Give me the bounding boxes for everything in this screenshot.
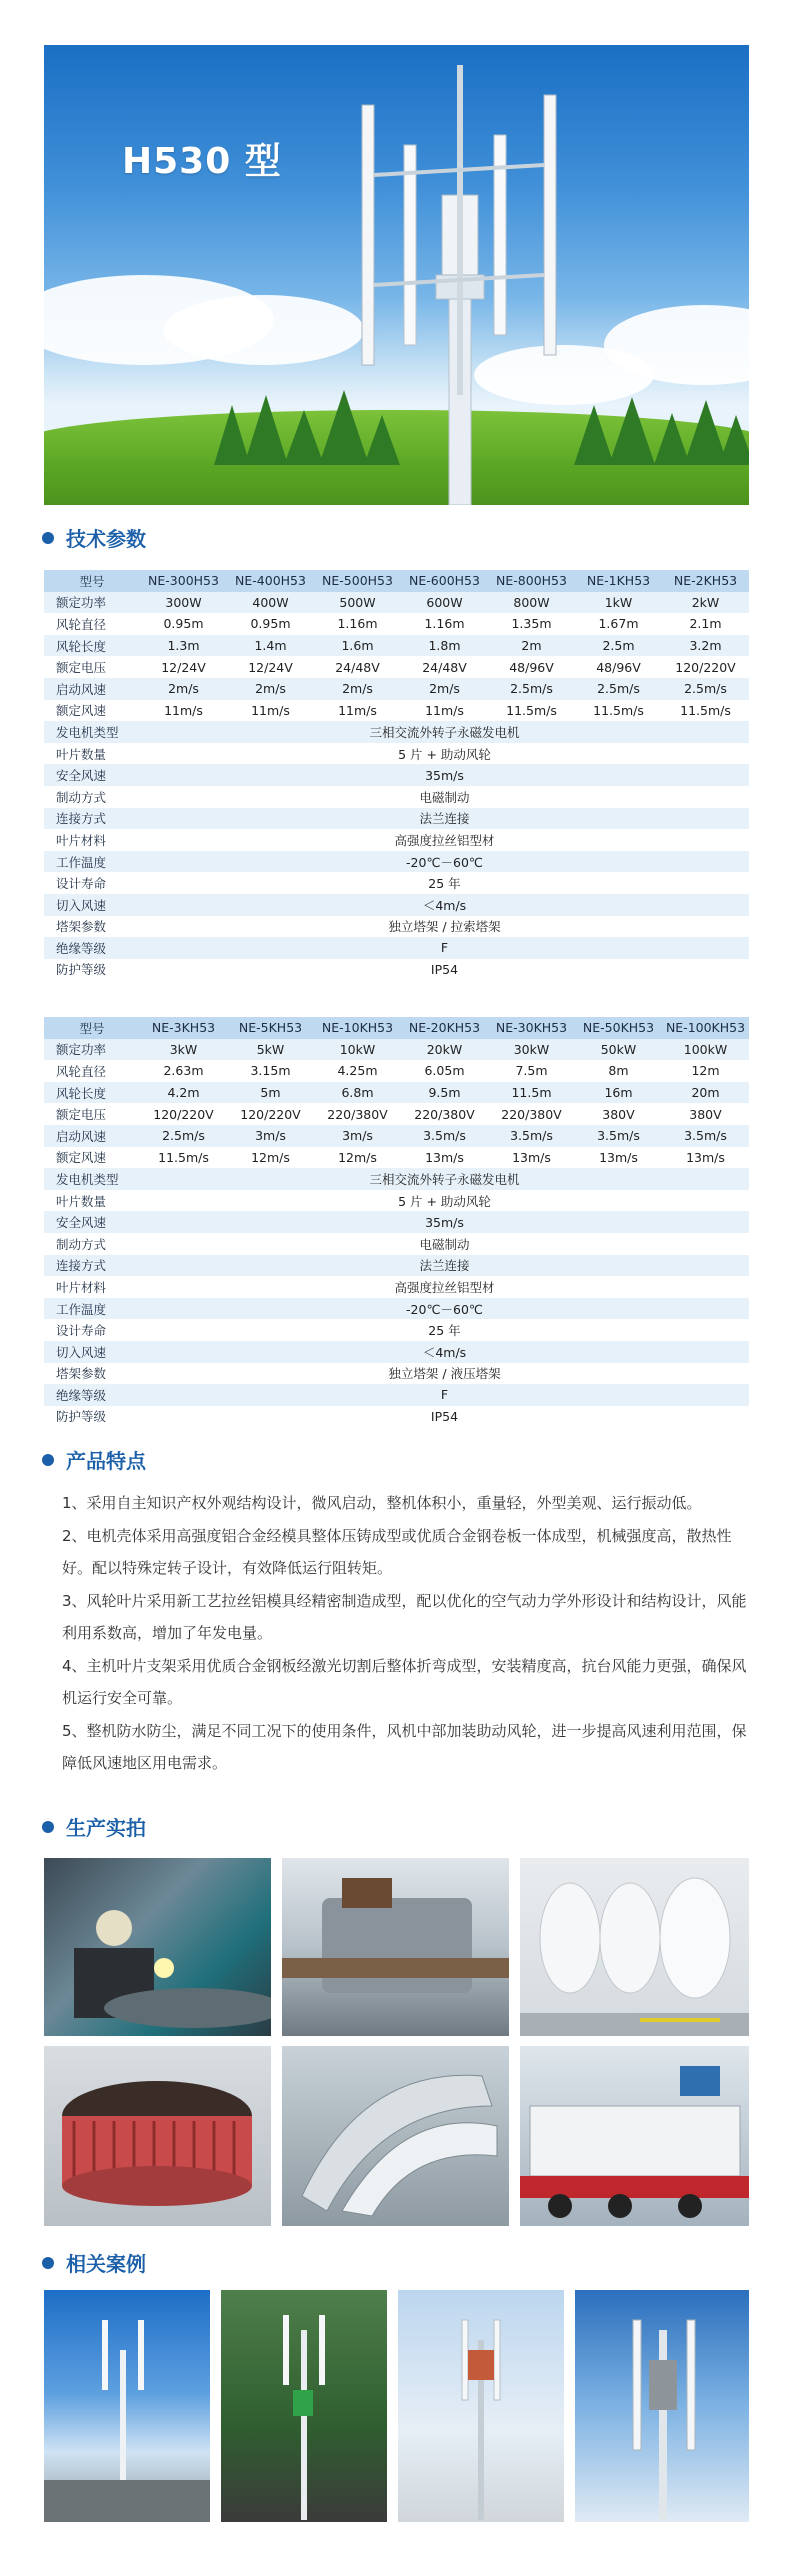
spec-label: 发电机类型 xyxy=(44,721,140,743)
spec-value: 12m/s xyxy=(227,1147,314,1169)
spec-label: 绝缘等级 xyxy=(44,937,140,959)
spec-label: 防护等级 xyxy=(44,1406,140,1428)
spec-value: 2.5m/s xyxy=(488,678,575,700)
spec-row xyxy=(44,721,749,743)
spec-value: 1.8m xyxy=(401,635,488,657)
spec-label: 风轮直径 xyxy=(44,1060,140,1082)
model-name: NE-10KH53 xyxy=(314,1017,401,1039)
spec-row xyxy=(44,1298,749,1320)
bullet-dot-icon xyxy=(42,532,54,544)
wind-turbine-illustration xyxy=(344,65,584,505)
spec-row xyxy=(44,894,749,916)
spec-value: 220/380V xyxy=(314,1103,401,1125)
spec-value: 120/220V xyxy=(662,656,749,678)
spec-value: 2kW xyxy=(662,592,749,614)
spec-shared-value: 独立塔架 / 拉索塔架 xyxy=(140,916,749,938)
spec-value: 380V xyxy=(662,1103,749,1125)
spec-shared-value: 三相交流外转子永磁发电机 xyxy=(140,721,749,743)
spec-value: 11.5m/s xyxy=(140,1147,227,1169)
spec-row xyxy=(44,1211,749,1233)
section-title-features xyxy=(42,1445,146,1474)
model-name: NE-50KH53 xyxy=(575,1017,662,1039)
feature-item: 5、整机防水防尘，满足不同工况下的使用条件，风机中部加装助动风轮，进一步提高风速利用范围，保障低风速地区用电需求。 xyxy=(62,1722,747,1772)
spec-value: 120/220V xyxy=(227,1103,314,1125)
model-name: NE-5KH53 xyxy=(227,1017,314,1039)
section-title-production xyxy=(42,1812,146,1841)
spec-row xyxy=(44,1190,749,1212)
spec-value: 11m/s xyxy=(227,700,314,722)
spec-row xyxy=(44,829,749,851)
feature-list xyxy=(62,1487,750,1780)
spec-shared-value: IP54 xyxy=(140,959,749,981)
spec-value: 16m xyxy=(575,1082,662,1104)
spec-label: 防护等级 xyxy=(44,959,140,981)
spec-value: 1.16m xyxy=(314,613,401,635)
spec-shared-value: 35m/s xyxy=(140,764,749,786)
spec-value: 24/48V xyxy=(314,656,401,678)
spec-shared-value: 法兰连接 xyxy=(140,1255,749,1277)
spec-value: 13m/s xyxy=(575,1147,662,1169)
spec-value: 0.95m xyxy=(227,613,314,635)
production-photo-packaged-blades xyxy=(520,1858,749,2036)
model-name: NE-600H53 xyxy=(401,570,488,592)
spec-label: 额定电压 xyxy=(44,656,140,678)
section-title-specs xyxy=(42,523,146,552)
feature-item: 2、电机壳体采用高强度铝合金经模具整体压铸成型或优质合金钢卷板一体成型，机械强度高，散热性好。配以特殊定转子设计，有效降低运行阻转矩。 xyxy=(62,1527,732,1577)
spec-label: 连接方式 xyxy=(44,808,140,830)
spec-value: 4.25m xyxy=(314,1060,401,1082)
spec-value: 1.67m xyxy=(575,613,662,635)
spec-value: 13m/s xyxy=(662,1147,749,1169)
spec-label: 制动方式 xyxy=(44,786,140,808)
spec-value: 1.6m xyxy=(314,635,401,657)
spec-value: 24/48V xyxy=(401,656,488,678)
spec-value: 48/96V xyxy=(488,656,575,678)
spec-label: 发电机类型 xyxy=(44,1168,140,1190)
spec-shared-value: -20℃－60℃ xyxy=(140,851,749,873)
spec-value: 12/24V xyxy=(140,656,227,678)
spec-shared-value: F xyxy=(140,937,749,959)
section-label: 相关案例 xyxy=(66,2252,146,2276)
spec-value: 50kW xyxy=(575,1039,662,1061)
spec-value: 3m/s xyxy=(227,1125,314,1147)
spec-value: 11.5m/s xyxy=(662,700,749,722)
spec-row xyxy=(44,937,749,959)
spec-value: 8m xyxy=(575,1060,662,1082)
spec-value: 220/380V xyxy=(401,1103,488,1125)
spec-value: 380V xyxy=(575,1103,662,1125)
spec-value: 13m/s xyxy=(401,1147,488,1169)
spec-label: 塔架参数 xyxy=(44,916,140,938)
production-photo-rotor xyxy=(282,1858,509,2036)
spec-value: 3kW xyxy=(140,1039,227,1061)
spec-shared-value: -20℃－60℃ xyxy=(140,1298,749,1320)
spec-value: 2.5m/s xyxy=(662,678,749,700)
model-name: NE-20KH53 xyxy=(401,1017,488,1039)
spec-label: 额定功率 xyxy=(44,592,140,614)
spec-label: 风轮长度 xyxy=(44,1082,140,1104)
spec-label: 额定风速 xyxy=(44,1147,140,1169)
spec-label: 叶片材料 xyxy=(44,1276,140,1298)
spec-label: 设计寿命 xyxy=(44,1319,140,1341)
spec-row xyxy=(44,1255,749,1277)
spec-row xyxy=(44,786,749,808)
model-name: NE-3KH53 xyxy=(140,1017,227,1039)
spec-value: 13m/s xyxy=(488,1147,575,1169)
spec-label: 绝缘等级 xyxy=(44,1384,140,1406)
spec-label: 安全风速 xyxy=(44,764,140,786)
section-label: 生产实拍 xyxy=(66,1816,146,1840)
spec-value: 5m xyxy=(227,1082,314,1104)
spec-value: 3.5m/s xyxy=(662,1125,749,1147)
spec-shared-value: 独立塔架 / 液压塔架 xyxy=(140,1363,749,1385)
spec-label: 连接方式 xyxy=(44,1255,140,1277)
spec-value: 11m/s xyxy=(140,700,227,722)
spec-row xyxy=(44,1103,749,1125)
model-name: NE-400H53 xyxy=(227,570,314,592)
spec-value: 2.5m xyxy=(575,635,662,657)
bullet-dot-icon xyxy=(42,2257,54,2269)
spec-label: 风轮长度 xyxy=(44,635,140,657)
production-photo-welding xyxy=(44,1858,271,2036)
spec-row xyxy=(44,656,749,678)
spec-value: 100kW xyxy=(662,1039,749,1061)
spec-row xyxy=(44,959,749,981)
spec-shared-value: 法兰连接 xyxy=(140,808,749,830)
feature-item: 3、风轮叶片采用新工艺拉丝铝模具经精密制造成型，配以优化的空气动力学外形设计和结构设计，风能利用系数高，增加了年发电量。 xyxy=(62,1592,747,1642)
spec-value: 20kW xyxy=(401,1039,488,1061)
spec-label: 切入风速 xyxy=(44,894,140,916)
spec-value: 4.2m xyxy=(140,1082,227,1104)
spec-value: 11m/s xyxy=(401,700,488,722)
spec-label: 切入风速 xyxy=(44,1341,140,1363)
model-column-header: 型号 xyxy=(44,1017,140,1039)
spec-value: 3.5m/s xyxy=(401,1125,488,1147)
spec-shared-value: 电磁制动 xyxy=(140,786,749,808)
spec-value: 20m xyxy=(662,1082,749,1104)
spec-shared-value: F xyxy=(140,1384,749,1406)
spec-row xyxy=(44,1168,749,1190)
spec-label: 启动风速 xyxy=(44,1125,140,1147)
spec-value: 9.5m xyxy=(401,1082,488,1104)
model-name: NE-2KH53 xyxy=(662,570,749,592)
spec-value: 12/24V xyxy=(227,656,314,678)
spec-label: 工作温度 xyxy=(44,851,140,873)
spec-value: 0.95m xyxy=(140,613,227,635)
spec-row xyxy=(44,851,749,873)
spec-row xyxy=(44,743,749,765)
spec-label: 工作温度 xyxy=(44,1298,140,1320)
spec-row xyxy=(44,1341,749,1363)
case-photo-forest xyxy=(221,2290,387,2522)
spec-label: 制动方式 xyxy=(44,1233,140,1255)
spec-label: 额定功率 xyxy=(44,1039,140,1061)
model-name: NE-100KH53 xyxy=(662,1017,749,1039)
spec-row xyxy=(44,1125,749,1147)
spec-label: 额定风速 xyxy=(44,700,140,722)
spec-value: 2m/s xyxy=(314,678,401,700)
section-title-cases xyxy=(42,2248,146,2277)
model-column-header: 型号 xyxy=(44,570,140,592)
spec-row xyxy=(44,808,749,830)
spec-label: 叶片材料 xyxy=(44,829,140,851)
spec-label: 塔架参数 xyxy=(44,1363,140,1385)
spec-row xyxy=(44,1060,749,1082)
spec-value: 800W xyxy=(488,592,575,614)
spec-shared-value: 25 年 xyxy=(140,1319,749,1341)
production-photo-stator xyxy=(44,2046,271,2226)
spec-value: 300W xyxy=(140,592,227,614)
spec-row xyxy=(44,592,749,614)
spec-label: 叶片数量 xyxy=(44,743,140,765)
spec-value: 2m/s xyxy=(401,678,488,700)
spec-value: 2.63m xyxy=(140,1060,227,1082)
product-model-title: H530 型 xyxy=(122,141,282,182)
spec-value: 11.5m xyxy=(488,1082,575,1104)
spec-row xyxy=(44,1384,749,1406)
spec-value: 30kW xyxy=(488,1039,575,1061)
spec-value: 600W xyxy=(401,592,488,614)
model-name: NE-300H53 xyxy=(140,570,227,592)
spec-shared-value: 35m/s xyxy=(140,1211,749,1233)
spec-value: 12m xyxy=(662,1060,749,1082)
spec-value: 11m/s xyxy=(314,700,401,722)
case-photo-field xyxy=(398,2290,564,2522)
spec-value: 3.2m xyxy=(662,635,749,657)
spec-value: 2.5m/s xyxy=(575,678,662,700)
spec-shared-value: 高强度拉丝铝型材 xyxy=(140,1276,749,1298)
hero-banner xyxy=(44,45,749,505)
spec-value: 1.16m xyxy=(401,613,488,635)
spec-value: 500W xyxy=(314,592,401,614)
spec-header-row xyxy=(44,1017,749,1039)
spec-value: 2m/s xyxy=(140,678,227,700)
spec-shared-value: 三相交流外转子永磁发电机 xyxy=(140,1168,749,1190)
model-name: NE-800H53 xyxy=(488,570,575,592)
spec-label: 额定电压 xyxy=(44,1103,140,1125)
spec-row xyxy=(44,916,749,938)
spec-row xyxy=(44,700,749,722)
spec-value: 220/380V xyxy=(488,1103,575,1125)
section-label: 产品特点 xyxy=(66,1449,146,1473)
spec-row xyxy=(44,764,749,786)
spec-row xyxy=(44,1039,749,1061)
bullet-dot-icon xyxy=(42,1821,54,1833)
section-label: 技术参数 xyxy=(66,527,146,551)
model-name: NE-500H53 xyxy=(314,570,401,592)
spec-value: 3m/s xyxy=(314,1125,401,1147)
spec-label: 叶片数量 xyxy=(44,1190,140,1212)
production-photo-blade-assembly xyxy=(282,2046,509,2226)
model-name: NE-30KH53 xyxy=(488,1017,575,1039)
spec-value: 12m/s xyxy=(314,1147,401,1169)
spec-label: 启动风速 xyxy=(44,678,140,700)
spec-value: 5kW xyxy=(227,1039,314,1061)
case-photo-pier xyxy=(44,2290,210,2522)
spec-value: 3.5m/s xyxy=(575,1125,662,1147)
spec-value: 2m/s xyxy=(227,678,314,700)
spec-value: 6.8m xyxy=(314,1082,401,1104)
spec-row xyxy=(44,1276,749,1298)
spec-value: 7.5m xyxy=(488,1060,575,1082)
spec-value: 1kW xyxy=(575,592,662,614)
spec-table-1 xyxy=(44,570,749,980)
feature-item: 1、采用自主知识产权外观结构设计，微风启动，整机体积小，重量轻，外型美观、运行振动低。 xyxy=(62,1494,702,1512)
spec-value: 400W xyxy=(227,592,314,614)
spec-header-row xyxy=(44,570,749,592)
spec-value: 2m xyxy=(488,635,575,657)
spec-value: 3.5m/s xyxy=(488,1125,575,1147)
spec-value: 11.5m/s xyxy=(575,700,662,722)
spec-value: 1.4m xyxy=(227,635,314,657)
feature-item: 4、主机叶片支架采用优质合金钢板经激光切割后整体折弯成型，安装精度高，抗台风能力更强，确保风机运行安全可靠。 xyxy=(62,1657,747,1707)
spec-value: 10kW xyxy=(314,1039,401,1061)
spec-label: 安全风速 xyxy=(44,1211,140,1233)
spec-value: 11.5m/s xyxy=(488,700,575,722)
spec-value: 1.35m xyxy=(488,613,575,635)
spec-row xyxy=(44,1363,749,1385)
model-name: NE-1KH53 xyxy=(575,570,662,592)
spec-value: 2.1m xyxy=(662,613,749,635)
spec-table-2 xyxy=(44,1017,749,1427)
spec-shared-value: ＜4m/s xyxy=(140,894,749,916)
spec-row xyxy=(44,1147,749,1169)
spec-shared-value: 电磁制动 xyxy=(140,1233,749,1255)
spec-row xyxy=(44,678,749,700)
production-photo-truck-loading xyxy=(520,2046,749,2226)
spec-shared-value: 25 年 xyxy=(140,872,749,894)
bullet-dot-icon xyxy=(42,1454,54,1466)
case-photo-tower xyxy=(575,2290,749,2522)
spec-row xyxy=(44,613,749,635)
spec-value: 48/96V xyxy=(575,656,662,678)
spec-shared-value: ＜4m/s xyxy=(140,1341,749,1363)
spec-value: 120/220V xyxy=(140,1103,227,1125)
spec-shared-value: IP54 xyxy=(140,1406,749,1428)
spec-label: 风轮直径 xyxy=(44,613,140,635)
spec-value: 6.05m xyxy=(401,1060,488,1082)
spec-shared-value: 5 片 + 助动风轮 xyxy=(140,1190,749,1212)
spec-row xyxy=(44,872,749,894)
spec-label: 设计寿命 xyxy=(44,872,140,894)
spec-value: 2.5m/s xyxy=(140,1125,227,1147)
spec-value: 1.3m xyxy=(140,635,227,657)
spec-row xyxy=(44,1319,749,1341)
spec-row xyxy=(44,1406,749,1428)
spec-row xyxy=(44,1082,749,1104)
spec-row xyxy=(44,1233,749,1255)
spec-row xyxy=(44,635,749,657)
spec-shared-value: 高强度拉丝铝型材 xyxy=(140,829,749,851)
spec-shared-value: 5 片 + 助动风轮 xyxy=(140,743,749,765)
spec-value: 3.15m xyxy=(227,1060,314,1082)
